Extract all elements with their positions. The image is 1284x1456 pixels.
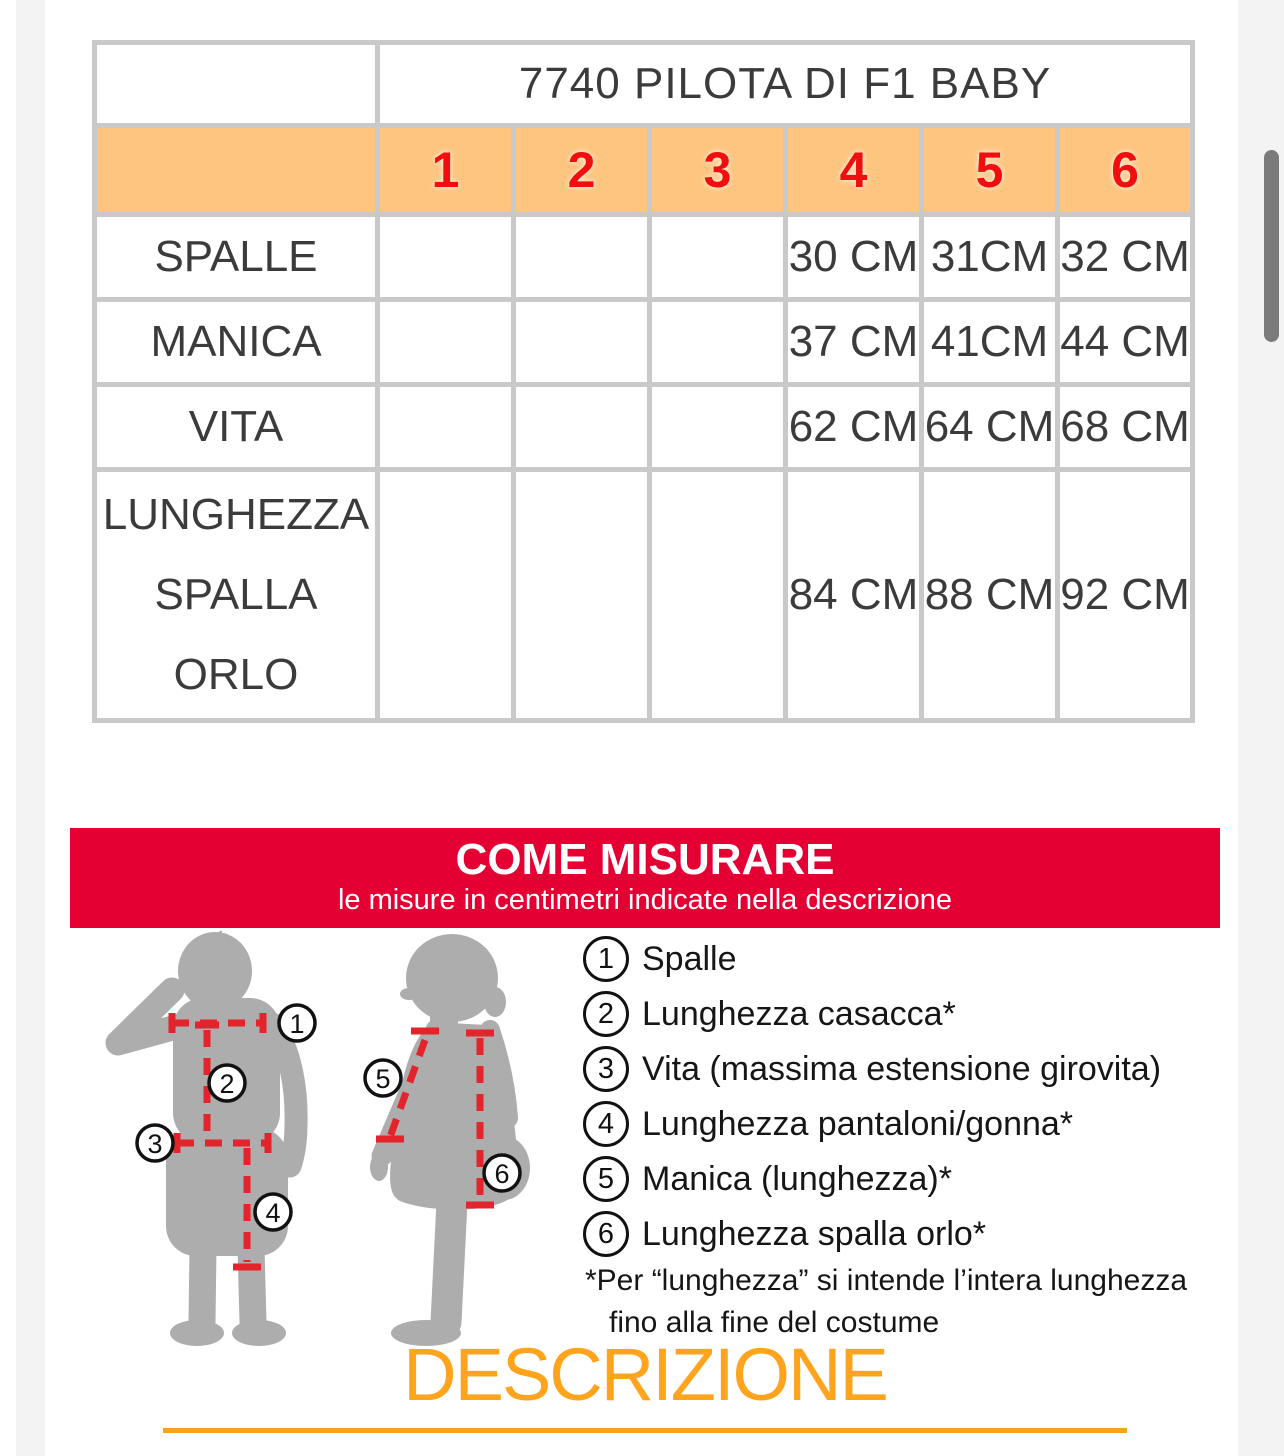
- measure-value: 62 CM: [786, 385, 922, 470]
- table-row: [95, 385, 1193, 470]
- measure-label: LUNGHEZZA SPALLA ORLO: [95, 470, 378, 721]
- size-header: 5: [922, 126, 1058, 215]
- number-badge: 4: [583, 1101, 629, 1147]
- measure-value: 30 CM: [786, 215, 922, 300]
- measure-value: 44 CM: [1058, 300, 1193, 385]
- svg-text:3: 3: [147, 1129, 163, 1160]
- size-row-label-cell: [95, 126, 378, 215]
- svg-text:2: 2: [219, 1069, 235, 1100]
- measure-diagram: [70, 928, 1220, 1360]
- measure-value: 68 CM: [1058, 385, 1193, 470]
- number-badge: 6: [583, 1211, 629, 1257]
- blacked-out-cell: [514, 385, 650, 470]
- measure-label: MANICA: [95, 300, 378, 385]
- how-to-measure-banner: [70, 828, 1220, 928]
- description-heading: DESCRIZIONE: [403, 1333, 887, 1416]
- measure-value: 64 CM: [922, 385, 1058, 470]
- number-badge: 5: [583, 1156, 629, 1202]
- table-row: [95, 215, 1193, 300]
- list-item: 2 Lunghezza casacca*: [583, 991, 1161, 1037]
- empty-corner-cell: [95, 43, 378, 126]
- blacked-out-cell: [650, 215, 786, 300]
- product-title: 7740 PILOTA DI F1 BABY: [378, 43, 1193, 126]
- list-item: 3 Vita (massima estensione girovita): [583, 1046, 1161, 1092]
- svg-text:1: 1: [289, 1009, 305, 1040]
- number-badge: 3: [583, 1046, 629, 1092]
- scrollbar-thumb[interactable]: [1264, 150, 1279, 342]
- blacked-out-cell: [514, 470, 650, 721]
- size-header: 1: [378, 126, 514, 215]
- list-item: 4 Lunghezza pantaloni/gonna*: [583, 1101, 1161, 1147]
- size-header: 2: [514, 126, 650, 215]
- description-divider: [163, 1428, 1127, 1433]
- size-header: 3: [650, 126, 786, 215]
- banner-title: COME MISURARE: [455, 835, 835, 884]
- blacked-out-cell: [378, 470, 514, 721]
- table-row: [95, 126, 1193, 215]
- measure-value: 88 CM: [922, 470, 1058, 721]
- measure-value: 37 CM: [786, 300, 922, 385]
- measure-legend-list: [583, 936, 1161, 1266]
- measure-value: 32 CM: [1058, 215, 1193, 300]
- table-row: [95, 300, 1193, 385]
- blacked-out-cell: [650, 470, 786, 721]
- measure-footnote: *Per “lunghezza” si intende l’intera lunghezza fino alla fine del costume: [585, 1264, 1188, 1340]
- blacked-out-cell: [378, 300, 514, 385]
- blacked-out-cell: [650, 300, 786, 385]
- measure-value: 92 CM: [1058, 470, 1193, 721]
- page-left-margin: [16, 0, 45, 1456]
- table-row: [95, 43, 1193, 126]
- blacked-out-cell: [378, 385, 514, 470]
- number-badge: 1: [583, 936, 629, 982]
- svg-text:6: 6: [494, 1159, 510, 1190]
- table-row: [95, 470, 1193, 721]
- measure-value: 84 CM: [786, 470, 922, 721]
- measure-label: SPALLE: [95, 215, 378, 300]
- children-silhouettes-diagram: [100, 930, 570, 1365]
- list-item: 1 Spalle: [583, 936, 1161, 982]
- blacked-out-cell: [378, 215, 514, 300]
- banner-subtitle: le misure in centimetri indicate nella descrizione: [337, 884, 953, 917]
- size-header: 4: [786, 126, 922, 215]
- size-chart-table: [92, 40, 1195, 723]
- svg-text:5: 5: [375, 1064, 391, 1095]
- blacked-out-cell: [514, 300, 650, 385]
- blacked-out-cell: [650, 385, 786, 470]
- measure-value: 41CM: [922, 300, 1058, 385]
- how-to-measure-section: [70, 828, 1220, 1360]
- measure-label: VITA: [95, 385, 378, 470]
- list-item: 6 Lunghezza spalla orlo*: [583, 1211, 1161, 1257]
- number-badge: 2: [583, 991, 629, 1037]
- list-item: 5 Manica (lunghezza)*: [583, 1156, 1161, 1202]
- blacked-out-cell: [514, 215, 650, 300]
- size-header: 6: [1058, 126, 1193, 215]
- measure-value: 31CM: [922, 215, 1058, 300]
- svg-text:4: 4: [265, 1198, 281, 1229]
